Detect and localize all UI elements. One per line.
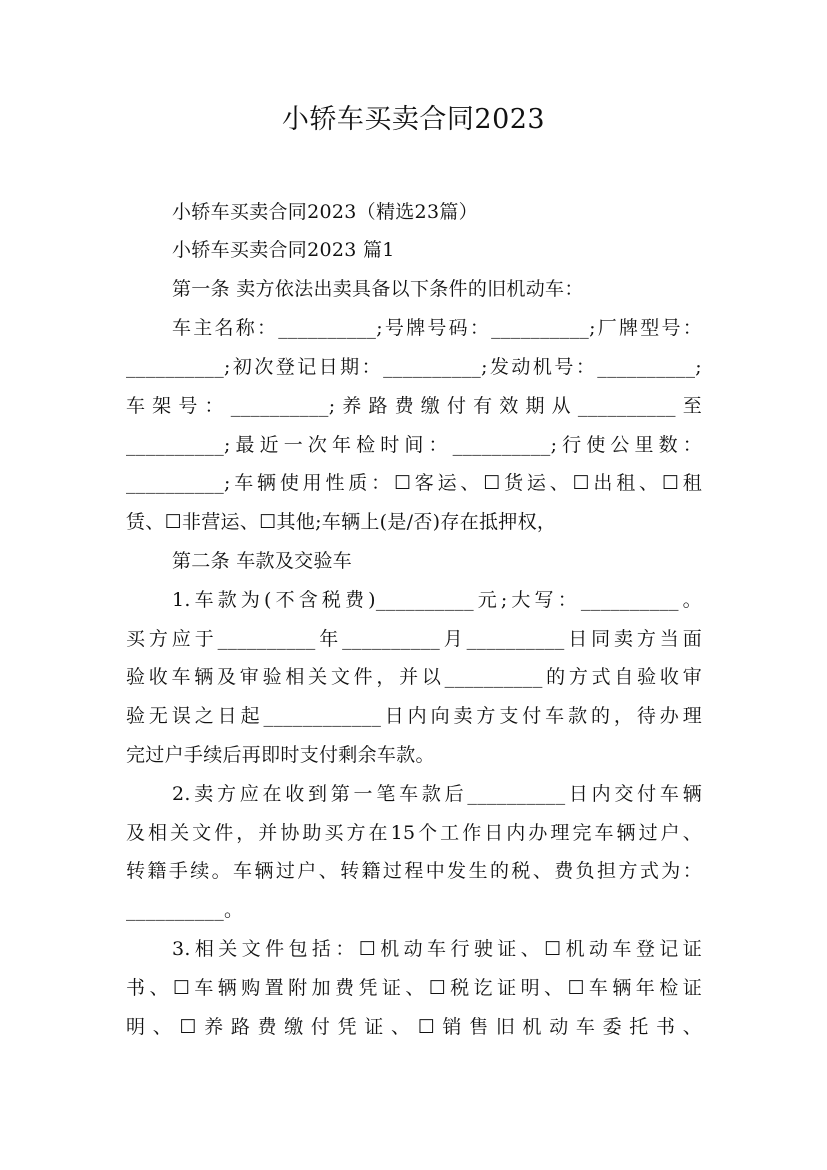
paragraph-line: 验无误之日起____________日内向卖方支付车款的，待办理 — [126, 705, 702, 727]
paragraph-line: 2.卖方应在收到第一笔车款后__________日内交付车辆 — [172, 783, 702, 805]
paragraph-line: 车主名称：__________;号牌号码：__________;厂牌型号： — [172, 317, 702, 339]
document-title: 小轿车买卖合同2023 — [281, 104, 546, 135]
paragraph-line: 完过户手续后再即时支付剩余车款。 — [126, 744, 435, 766]
article-one-heading: 第一条 卖方依法出卖具备以下条件的旧机动车： — [172, 278, 584, 300]
paragraph-line: 转籍手续。车辆过户、转籍过程中发生的税、费负担方式为： — [126, 860, 702, 882]
paragraph-line: 赁、☐非营运、☐其他;车辆上(是/否)存在抵押权， — [126, 511, 557, 533]
article-two-heading: 第二条 车款及交验车 — [172, 550, 353, 572]
paragraph-line: __________;车辆使用性质：☐客运、☐货运、☐出租、☐租 — [126, 472, 702, 494]
paragraph-line: 买方应于__________年__________月__________日同卖方当面 — [126, 628, 702, 650]
paragraph-line: __________;最近一次年检时间：__________;行使公里数： — [126, 434, 702, 456]
paragraph-line: 1.车款为(不含税费)__________元;大写：__________。 — [172, 589, 702, 611]
paragraph-line: 车架号：__________;养路费缴付有效期从__________至 — [126, 395, 702, 417]
paragraph-line: __________;初次登记日期：__________;发动机号：__________; — [126, 356, 702, 378]
subtitle-line: 小轿车买卖合同2023（精选23篇） — [172, 201, 478, 223]
paragraph-line: 及相关文件，并协助买方在15个工作日内办理完车辆过户、 — [126, 822, 702, 844]
paragraph-line: 3.相关文件包括：☐机动车行驶证、☐机动车登记证 — [172, 938, 702, 960]
paragraph-line: 明、☐养路费缴付凭证、☐销售旧机动车委托书、 — [126, 1016, 702, 1038]
paragraph-line: __________。 — [126, 899, 244, 921]
paragraph-line: 验收车辆及审验相关文件，并以__________的方式自验收审 — [126, 666, 702, 688]
paragraph-line: 书、☐车辆购置附加费凭证、☐税讫证明、☐车辆年检证 — [126, 977, 702, 999]
section-heading: 小轿车买卖合同2023 篇1 — [172, 239, 395, 261]
